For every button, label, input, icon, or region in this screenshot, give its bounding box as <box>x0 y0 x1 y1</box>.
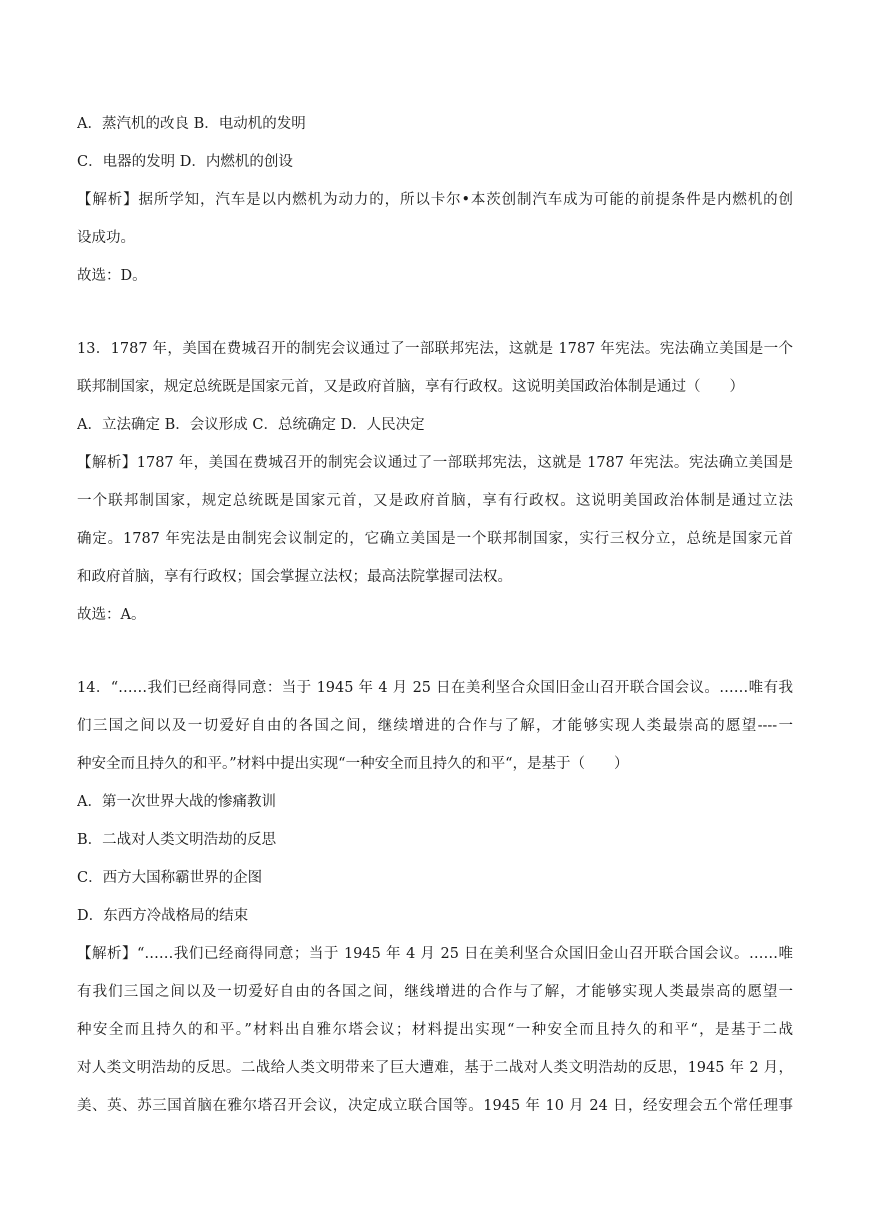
q14-analysis-line-5: 美、英、苏三国首脑在雅尔塔召开会议，决定成立联合国等。1945 年 10 月 24 日，经安理会五个常任理事 <box>77 1098 793 1114</box>
q12-analysis-line-2: 设成功。 <box>77 230 135 246</box>
document-page <box>77 0 793 1228</box>
q14-analysis-line-4: 对人类文明浩劫的反思。二战给人类文明带来了巨大遭难，基于二战对人类文明浩劫的反思，1945 年 2 月， <box>77 1060 793 1076</box>
q14-stem-line-1: 14．“……我们已经商得同意：当于 1945 年 4 月 25 日在美利坚合众国旧金山召开联合国会议。……唯有我 <box>77 680 793 696</box>
q13-analysis-line-1: 【解析】1787 年，美国在费城召开的制宪会议通过了一部联邦宪法，这就是 1787 年宪法。宪法确立美国是 <box>77 455 793 471</box>
q13-answer: 故选：A。 <box>77 607 146 623</box>
q13-stem-line-1: 13．1787 年，美国在费城召开的制宪会议通过了一部联邦宪法，这就是 1787 年宪法。宪法确立美国是一个 <box>77 341 793 357</box>
q13-analysis-line-2: 一个联邦制国家，规定总统既是国家元首，又是政府首脑，享有行政权。这说明美国政治体制是通过立法 <box>77 493 793 509</box>
q13-options: A．立法确定 B．会议形成 C．总统确定 D．人民决定 <box>77 417 425 433</box>
q14-analysis-line-1: 【解析】“……我们已经商得同意；当于 1945 年 4 月 25 日在美利坚合众国旧金山召开联合国会议。……唯 <box>77 946 793 962</box>
q14-analysis-line-3: 种安全而且持久的和平。”材料出自雅尔塔会议；材料提出实现“一种安全而且持久的和平“，是基于二战 <box>77 1022 793 1038</box>
q14-option-a: A．第一次世界大战的惨痛教训 <box>77 794 276 810</box>
q14-option-b: B．二战对人类文明浩劫的反思 <box>77 832 277 848</box>
q12-options-row-2: C．电器的发明 D．内燃机的创设 <box>77 154 293 170</box>
q14-option-d: D．东西方冷战格局的结束 <box>77 908 249 924</box>
q14-option-c: C．西方大国称霸世界的企图 <box>77 870 263 886</box>
q14-stem-line-3: 种安全而且持久的和平。”材料中提出实现“一种安全而且持久的和平“，是基于（ ） <box>77 756 629 772</box>
q12-answer: 故选：D。 <box>77 268 147 284</box>
q14-stem-line-2: 们三国之间以及一切爱好自由的各国之间，继续增进的合作与了解，才能够实现人类最崇高的愿望----一 <box>77 718 793 734</box>
q13-stem-line-2: 联邦制国家，规定总统既是国家元首，又是政府首脑，享有行政权。这说明美国政治体制是通过（ ） <box>77 379 744 395</box>
q13-analysis-line-3: 确定。1787 年宪法是由制宪会议制定的，它确立美国是一个联邦制国家，实行三权分立，总统是国家元首 <box>77 531 793 547</box>
q14-analysis-line-2: 有我们三国之间以及一切爱好自由的各国之间，继线增进的合作与了解，才能够实现人类最崇高的愿望一 <box>77 984 793 1000</box>
q13-analysis-line-4: 和政府首脑，享有行政权；国会掌握立法权；最高法院掌握司法权。 <box>77 569 512 585</box>
q12-options-row-1: A．蒸汽机的改良 B．电动机的发明 <box>77 116 306 132</box>
q12-analysis-line-1: 【解析】据所学知，汽车是以内燃机为动力的，所以卡尔•本茨创制汽车成为可能的前提条件是内燃机的创 <box>77 192 793 208</box>
